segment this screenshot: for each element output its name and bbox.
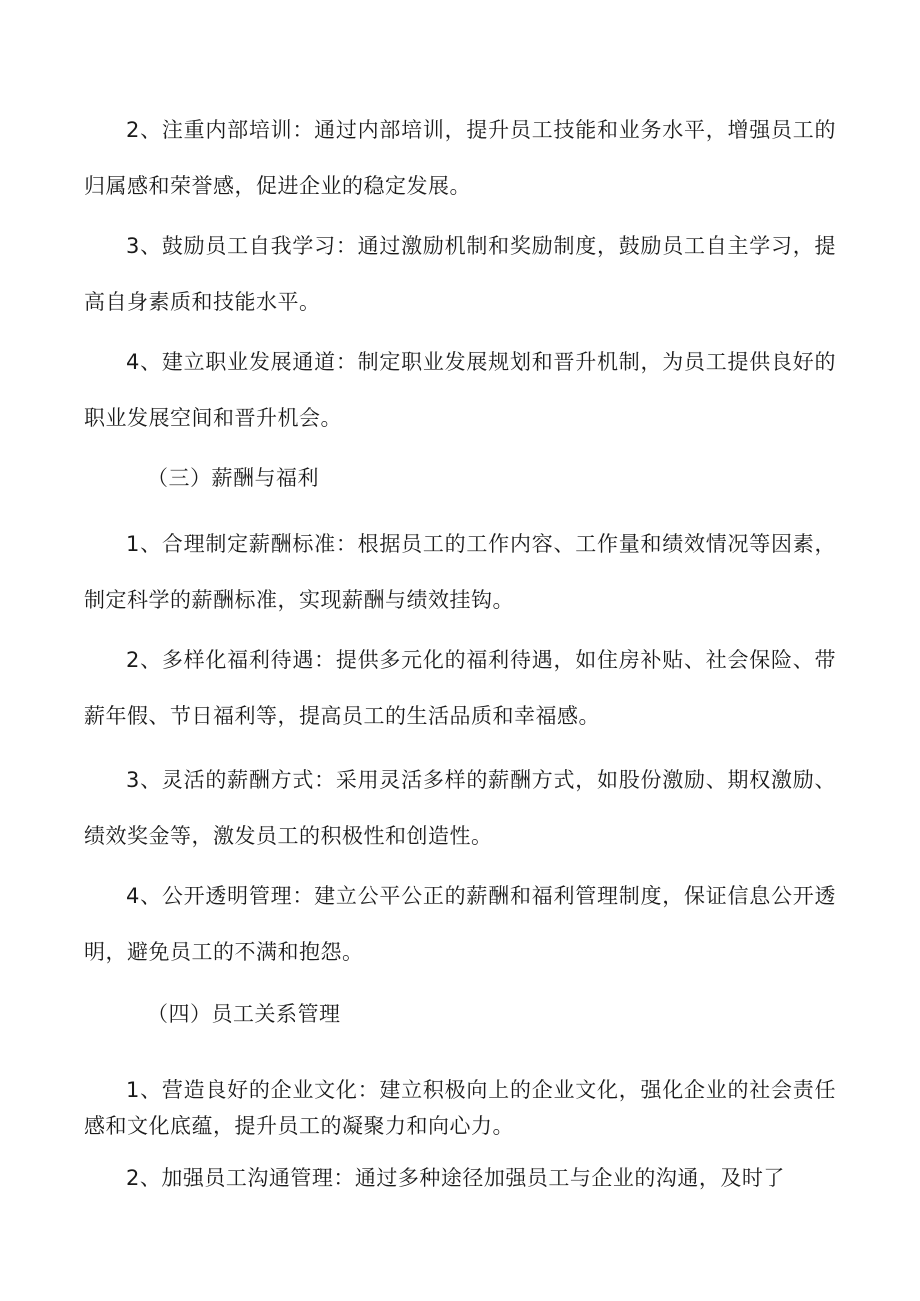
paragraph-corporate-culture: 1、营造良好的企业文化：建立积极向上的企业文化，强化企业的社会责任感和文化底蕴，提升员工的凝聚力和向心力。 [84,1078,836,1138]
paragraph-internal-training: 2、注重内部培训：通过内部培训，提升员工技能和业务水平，增强员工的归属感和荣誉感，促进企业的稳定发展。 [84,118,836,198]
paragraph-flexible-pay: 3、灵活的薪酬方式：采用灵活多样的薪酬方式，如股份激励、期权激励、绩效奖金等，激发员工的积极性和创造性。 [84,768,836,848]
paragraph-benefits: 2、多样化福利待遇：提供多元化的福利待遇，如住房补贴、社会保险、带薪年假、节日福利等，提高员工的生活品质和幸福感。 [84,648,836,728]
paragraph-self-learning: 3、鼓励员工自我学习：通过激励机制和奖励制度，鼓励员工自主学习，提高自身素质和技能水平。 [84,234,836,314]
paragraph-transparent-management: 4、公开透明管理：建立公平公正的薪酬和福利管理制度，保证信息公开透明，避免员工的不满和抱怨。 [84,884,836,964]
paragraph-career-path: 4、建立职业发展通道：制定职业发展规划和晋升机制，为员工提供良好的职业发展空间和晋升机会。 [84,350,836,430]
paragraph-communication: 2、加强员工沟通管理：通过多种途径加强员工与企业的沟通，及时了 [126,1166,785,1190]
section-heading-compensation: （三）薪酬与福利 [147,466,319,490]
section-heading-employee-relations: （四）员工关系管理 [147,1002,341,1026]
paragraph-salary-standard: 1、合理制定薪酬标准：根据员工的工作内容、工作量和绩效情况等因素，制定科学的薪酬标准，实现薪酬与绩效挂钩。 [84,532,836,612]
